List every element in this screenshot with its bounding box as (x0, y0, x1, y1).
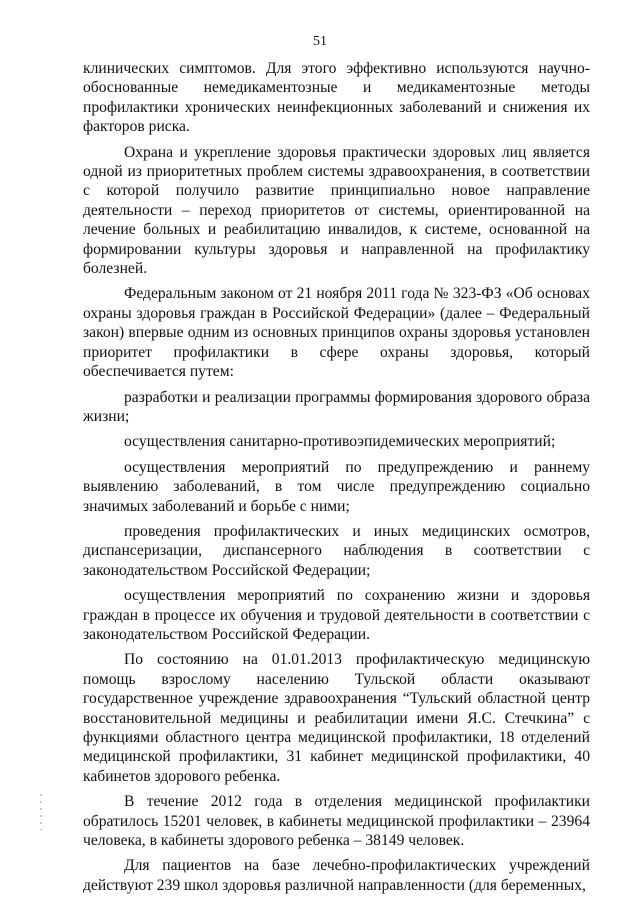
list-item-sanitary-measures: осуществления санитарно-противоэпидемических мероприятий; (124, 433, 556, 451)
paragraph-2012-statistics: В течение 2012 года в отделения медицинской профилактики обратилось 15201 человек, в кабинеты медицинской профилактики – 23964 человека, в кабинеты здорового ребенка – 38149 человек. (83, 793, 590, 850)
paragraph-health-protection: Охрана и укрепление здоровья практически здоровых лиц является одной из приоритетных проблем системы здравоохранения, в соответствии с которой получило развитие принципиально новое направление деятельности – переход приоритетов от системы, ориентированной на лечение больных и реабилитацию инвалидов, к системе, основанной на формировании культуры здоровья и направленной на профилактику болезней. (83, 143, 590, 278)
paragraph-health-schools: Для пациентов на базе лечебно-профилактических учреждений действуют 239 школ здоровья различной направленности (для беременных, (83, 857, 590, 894)
margin-marks (40, 794, 42, 830)
paragraph-continuation: клинических симптомов. Для этого эффективно используются научно-обоснованные немедикаментозные и медикаментозные методы профилактики хронических неинфекционных заболеваний и снижения их факторов риска. (83, 60, 590, 136)
page-number: 51 (313, 34, 327, 49)
paragraph-tula-status: По состоянию на 01.01.2013 профилактическую медицинскую помощь взрослому населению Тульской области оказывают государственное учреждение здравоохранения “Тульский областной центр восстановительной медицины и реабилитации имени Я.С. Стечкина” с функциями областного центра медицинской профилактики, 18 отделений медицинской профилактики, 31 кабинет медицинской профилактики, 40 кабинетов здорового ребенка. (83, 651, 590, 785)
list-item-healthy-lifestyle: разработки и реализации программы формирования здорового образа жизни; (83, 388, 590, 425)
list-item-medical-examinations: проведения профилактических и иных медицинских осмотров, диспансеризации, диспансерного наблюдения в соответствии с законодательством Российской Федерации; (83, 522, 590, 579)
list-item-life-preservation: осуществления мероприятий по сохранению жизни и здоровья граждан в процессе их обучения и трудовой деятельности в соответствии с законодательством Российской Федерации. (83, 587, 590, 643)
body-text (83, 59, 590, 895)
list-item-disease-prevention: осуществления мероприятий по предупреждению и раннему выявлению заболеваний, в том числе предупреждению социально значимых заболеваний и борьбе с ними; (83, 458, 590, 515)
paragraph-federal-law: Федеральным законом от 21 ноября 2011 года № 323-ФЗ «Об основах охраны здоровья граждан в Российской Федерации» (далее – Федеральный закон) впервые одним из основных принципов охраны здоровья установлен приоритет профилактики в сфере охраны здоровья, который обеспечивается путем: (83, 285, 590, 381)
